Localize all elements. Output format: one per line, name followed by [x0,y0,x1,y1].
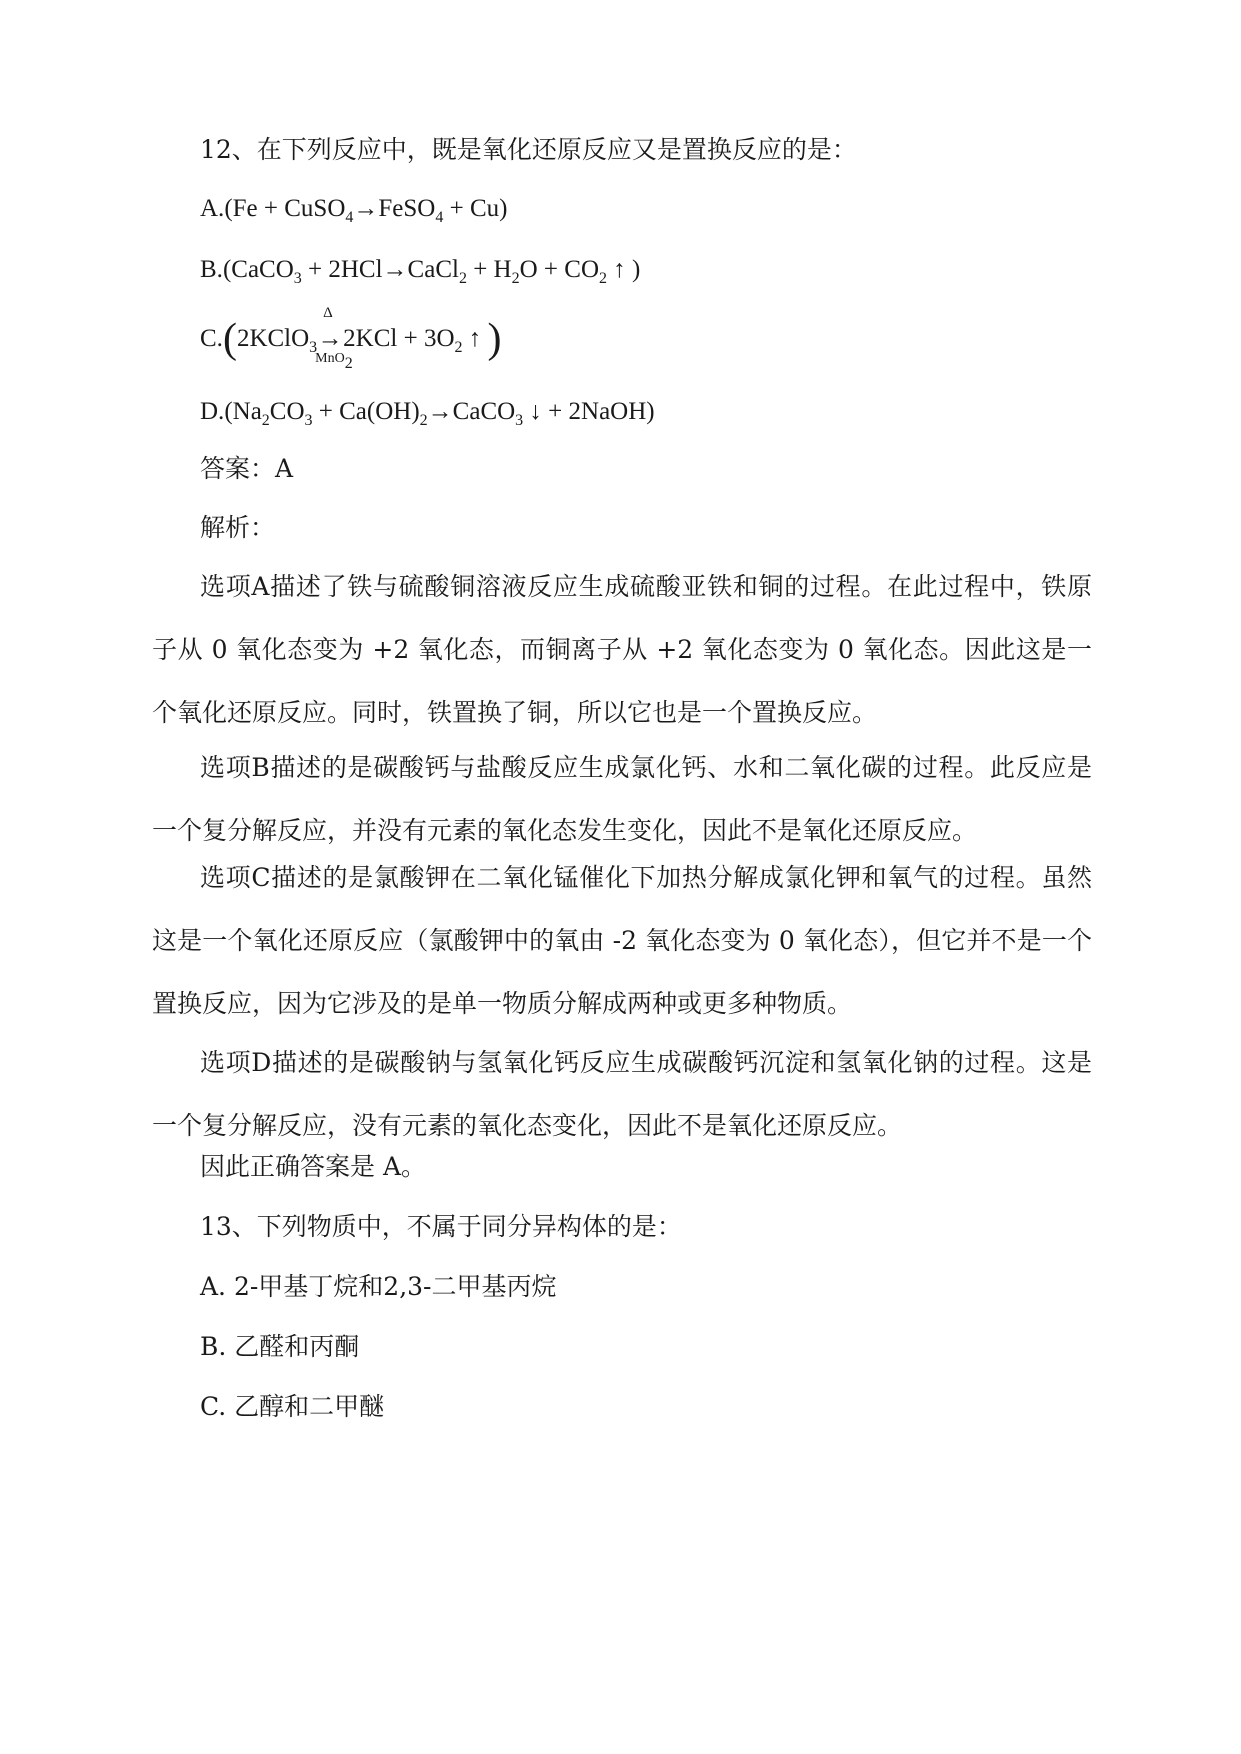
paren: ) [499,195,508,222]
subscript: 4 [345,209,354,226]
reaction-arrow: → [427,398,453,425]
subscript: 2 [344,355,353,372]
formula-text: + Ca(OH) [312,398,420,425]
paren: ( [222,316,237,362]
formula-text: + Cu [443,195,500,222]
heat-symbol: Δ [323,305,333,321]
catalyst [315,342,353,376]
subscript: 4 [435,209,444,226]
analysis-paragraph-d: 选项D描述的是碳酸钠与氢氧化钙反应生成碳酸钙沉淀和氢氧化钠的过程。这是一个复分解反应，没有元素的氧化态变化，因此不是氧化还原反应。 [152,1048,1092,1140]
formula-text: ↓ + 2NaOH [523,398,647,425]
paren: ) [646,398,655,425]
formula-text: Na [232,398,262,425]
q13-option-a: A. 2-甲基丁烷和2,3-二甲基丙烷 [200,1272,557,1301]
analysis-paragraph-a: 选项A描述了铁与硫酸铜溶液反应生成硫酸亚铁和铜的过程。在此过程中，铁原子从 0 氧化态变为 +2 氧化态，而铜离子从 +2 氧化态变为 0 氧化态。因此这是一个氧化还原反应。同时，铁置换了铜，所以它也是一个置换反应。 [152,572,1092,727]
q12-conclusion: 因此正确答案是 A。 [200,1152,427,1181]
formula-text: Fe + CuSO [232,195,346,222]
q12-answer: 答案：A [200,454,294,483]
subscript: 3 [304,412,313,429]
formula-text: CaCl [407,256,459,283]
paren: ( [224,398,233,425]
subscript: 2 [599,270,607,287]
subscript: 3 [293,270,302,287]
formula-text: + 2HCl [301,256,383,283]
formula-text: FeSO [378,195,436,222]
paren: ) [487,316,502,362]
subscript: 2 [419,412,428,429]
reaction-arrow: → [382,256,408,283]
q13-stem: 13、下列物质中，不属于同分异构体的是： [200,1212,682,1241]
formula-text: CaCO [452,398,516,425]
paren: ) [632,256,641,283]
formula-text: 2KCl + 3O [343,325,455,352]
paren: ( [224,195,233,222]
option-prefix: B. [200,256,223,283]
q12-stem: 12、在下列反应中，既是氧化还原反应又是置换反应的是： [200,135,857,164]
subscript: 2 [261,412,270,429]
formula-text: 2KClO [236,325,310,352]
analysis-paragraph-b: 选项B描述的是碳酸钙与盐酸反应生成氯化钙、水和二氧化碳的过程。此反应是一个复分解反应，并没有元素的氧化态发生变化，因此不是氧化还原反应。 [152,753,1092,845]
paren: ( [222,256,232,283]
option-prefix: A. [200,195,225,222]
q12-option-c [200,305,502,372]
subscript: 2 [458,270,467,287]
q12-analysis-label: 解析： [200,513,276,542]
reaction-condition [315,305,353,372]
formula-text: CaCO [231,256,294,283]
formula-text: ↑ [462,325,488,352]
subscript: 3 [515,412,524,429]
subscript: 2 [511,270,520,287]
q12-option-b [200,253,640,287]
analysis-paragraph-c: 选项C描述的是氯酸钾在二氧化锰催化下加热分解成氯化钾和氧气的过程。虽然这是一个氧化还原反应（氯酸钾中的氧由 -2 氧化态变为 0 氧化态），但它并不是一个置换反应，因为它涉及的是单一物质分解成两种或更多种物质。 [152,863,1092,1018]
catalyst-text: MnO [315,351,345,366]
formula-text: ↑ [607,256,632,283]
option-prefix: D. [200,398,225,425]
q13-option-c: C. 乙醇和二甲醚 [200,1392,385,1421]
q12-option-a [200,192,507,226]
reaction-arrow: → [317,325,343,352]
q13-option-b: B. 乙醛和丙酮 [200,1332,360,1361]
formula-text: + H [466,256,512,283]
formula-text: O + CO [519,256,599,283]
q12-option-d [200,395,655,429]
subscript: 2 [454,339,463,356]
subscript: 3 [309,339,318,356]
option-prefix: C. [200,325,223,352]
formula-text: CO [269,398,305,425]
reaction-arrow: → [353,195,379,222]
